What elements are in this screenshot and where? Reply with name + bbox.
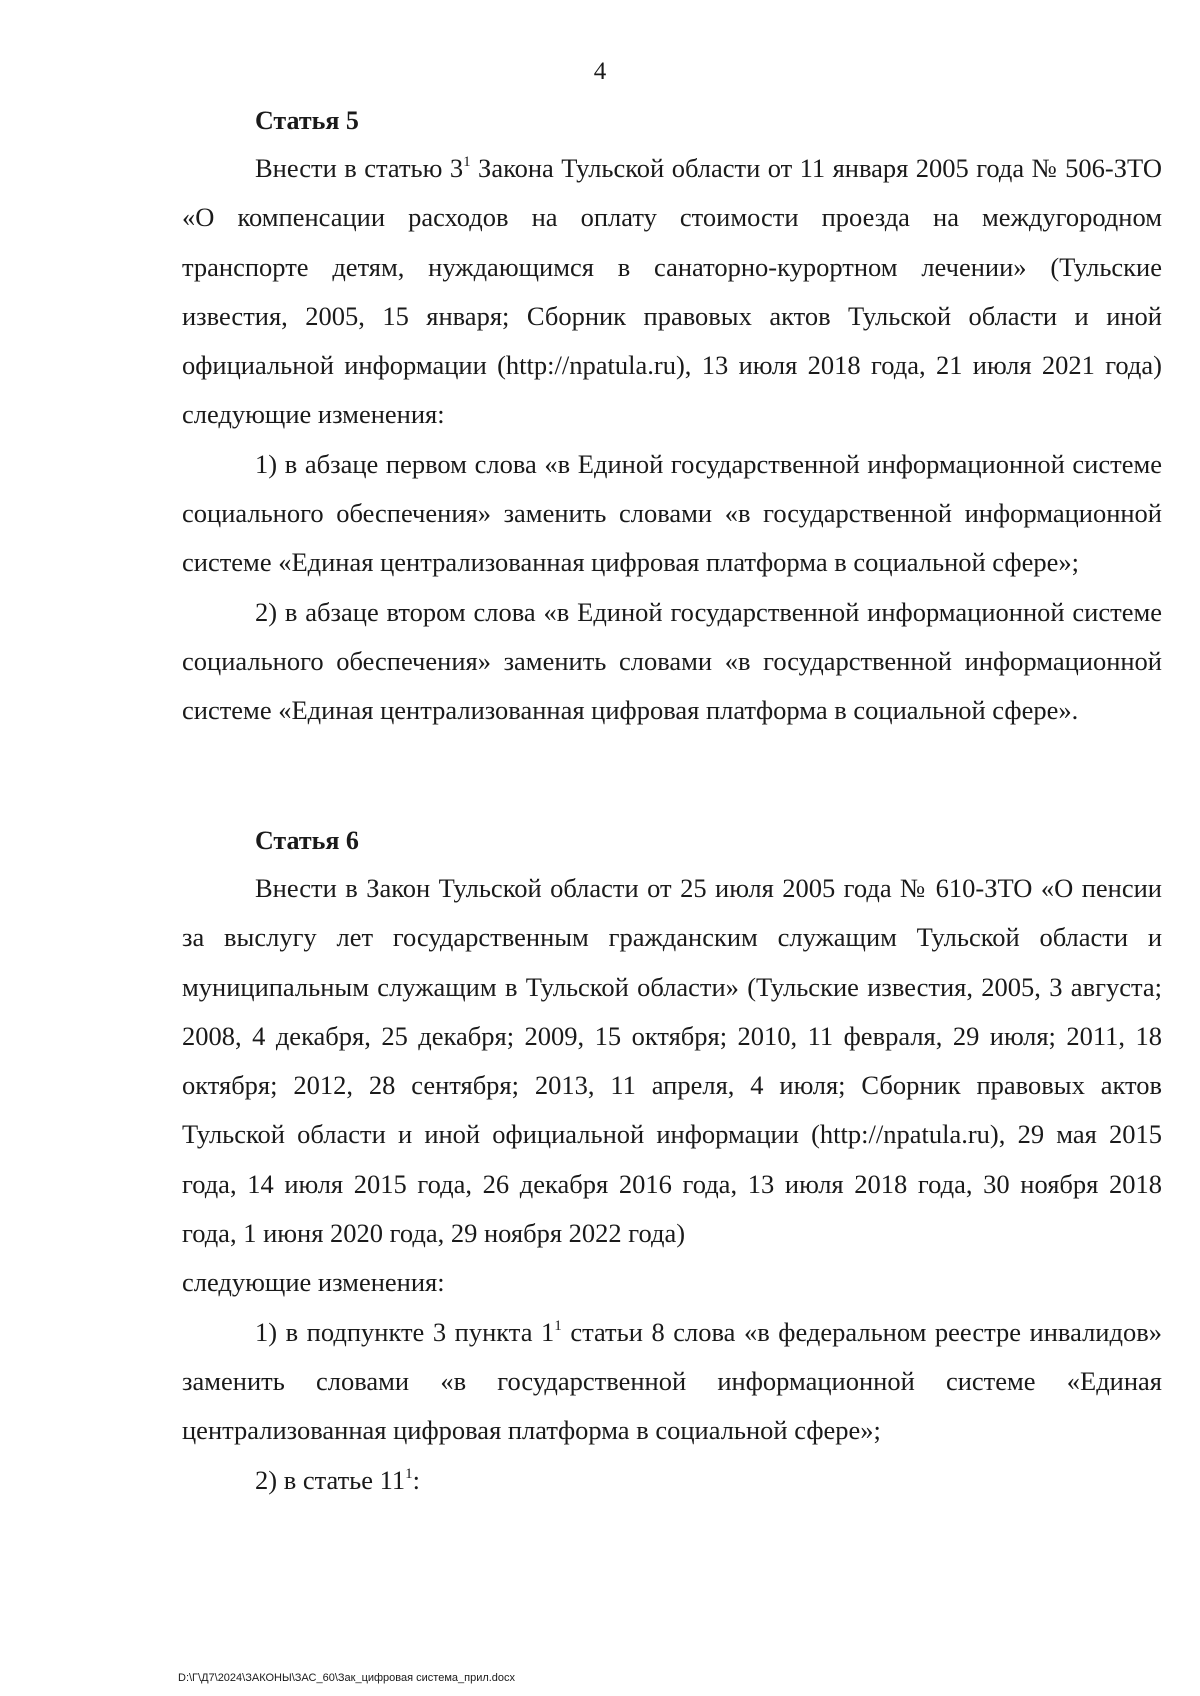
article-6-body xyxy=(182,864,1162,1505)
article-6-intro: Внести в Закон Тульской области от 25 июля 2005 года № 610-ЗТО «О пенсии за выслугу лет государственным гражданским служащим Тульской области и муниципальным служащим в Тульской области» (Тульские известия, 2005, 3 августа; 2008, 4 декабря, 25 декабря; 2009, 15 октября; 2010, 11 февраля, 29 июля; 2011, 18 октября; 2012, 28 сентября; 2013, 11 апреля, 4 июля; Сборник правовых актов Тульской области и иной официальной информации (http://npatula.ru), 29 мая 2015 года, 14 июля 2015 года, 26 декабря 2016 года, 13 июля 2018 года, 30 ноября 2018 года, 1 июня 2020 года, 29 ноября 2022 года) xyxy=(182,873,1162,1249)
article-5-intro xyxy=(182,144,1162,440)
superscript: 1 xyxy=(554,1317,562,1334)
article-6-intro-tail: следующие изменения: xyxy=(182,1267,445,1298)
article-5-intro-start: Внести в статью 3 xyxy=(255,153,464,183)
superscript: 1 xyxy=(405,1465,413,1482)
article-6-heading: Статья 6 xyxy=(255,826,359,855)
article-5-body xyxy=(182,144,1162,736)
article-5-intro-rest: Закона Тульской области от 11 января 2005 года № 506-ЗТО «О компенсации расходов на оплату стоимости проезда на междугородном транспорте детям, нуждающимся в санаторно-курортном лечении» (Тульские известия, 2005, 15 января; Сборник правовых актов Тульской области и иной официальной информации (http://npatula.ru), 13 июля 2018 года, 21 июля 2021 года) следующие изменения: xyxy=(182,153,1162,430)
article-6-item-1-start: 1) в подпункте 3 пункта 1 xyxy=(255,1316,555,1347)
article-5-item-2: 2) в абзаце втором слова «в Единой государственной информационной системе социального обеспечения» заменить словами «в государственной информационной системе «Единая централизованная цифровая платформа в социальной сфере». xyxy=(182,596,1162,726)
page-number: 4 xyxy=(593,58,607,85)
article-6-item-1 xyxy=(182,1308,1162,1456)
footer-file-path: D:\Г\Д7\2024\ЗАКОНЫ\ЗАС_60\Зак_цифровая система_прил.docx xyxy=(178,1672,516,1684)
article-5-heading: Статья 5 xyxy=(255,106,359,135)
article-6-item-2-start: 2) в статье 11 xyxy=(255,1464,406,1495)
article-6-item-2-rest: : xyxy=(412,1464,421,1495)
superscript: 1 xyxy=(463,154,471,170)
article-5-item-1: 1) в абзаце первом слова «в Единой государственной информационной системе социального обеспечения» заменить словами «в государственной информационной системе «Единая централизованная цифровая платформа в социальной сфере»; xyxy=(182,448,1162,578)
article-6-item-1-rest: статьи 8 слова «в федеральном реестре инвалидов» заменить словами «в государственной информационной системе «Единая централизованная цифровая платформа в социальной сфере»; xyxy=(182,1316,1162,1446)
article-6-item-2 xyxy=(182,1456,1162,1505)
